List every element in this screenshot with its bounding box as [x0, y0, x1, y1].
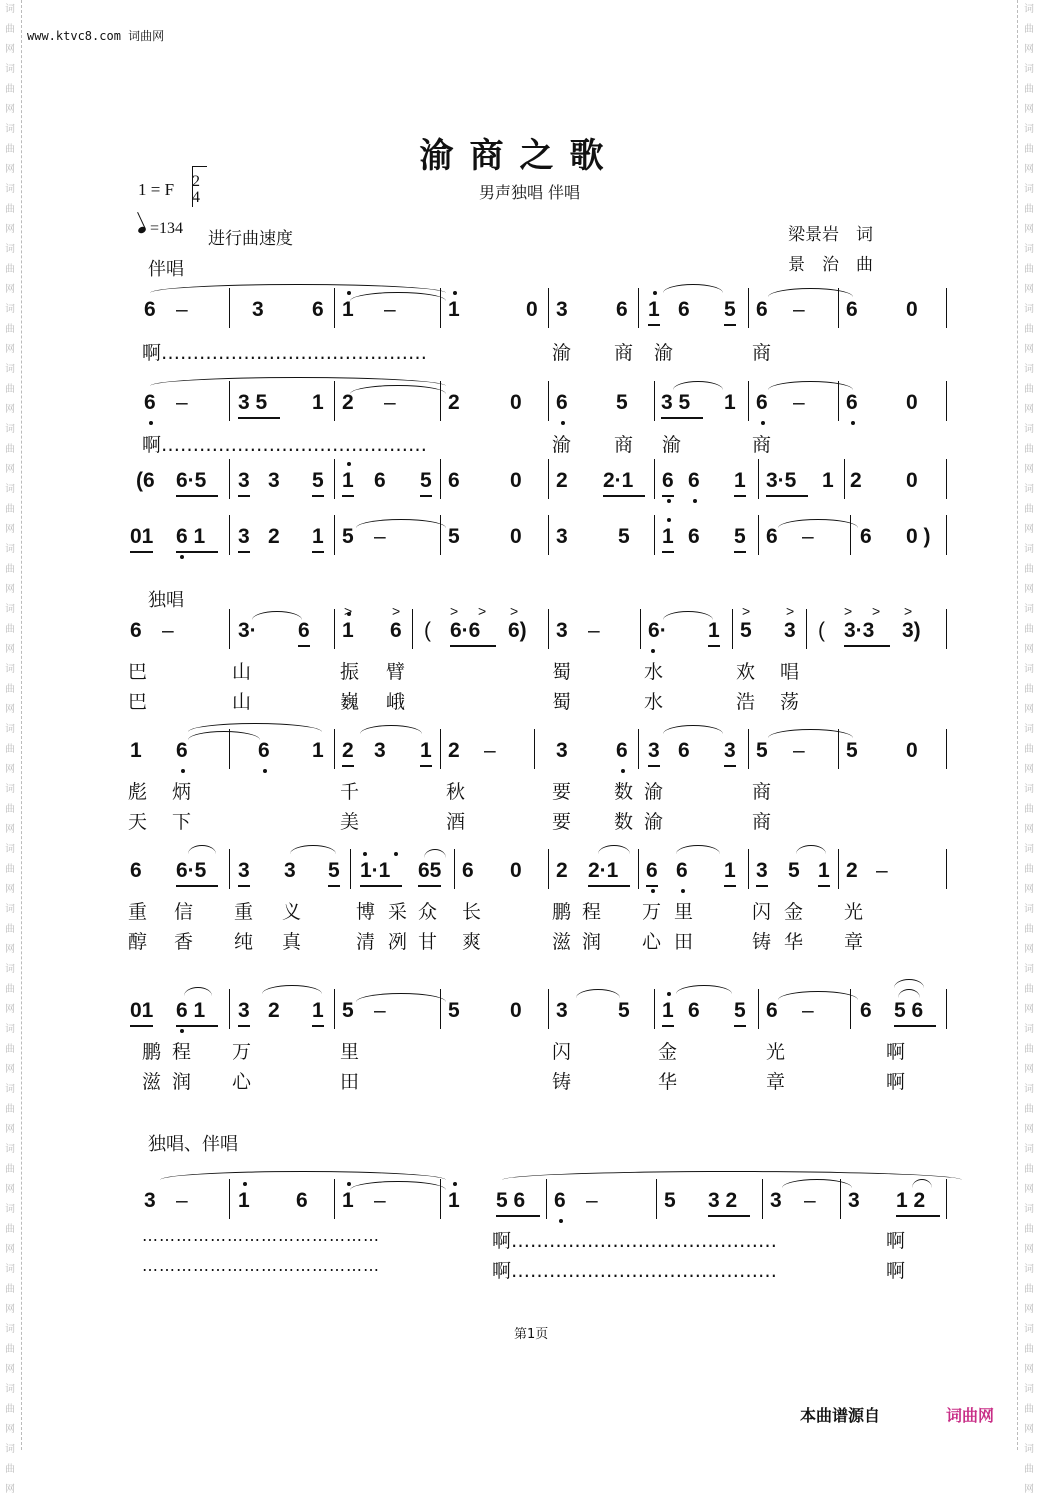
watermark-char: 网: [5, 1244, 15, 1255]
watermark-char: 网: [1024, 764, 1034, 775]
watermark-char: 词: [5, 1384, 15, 1395]
watermark-char: 曲: [1024, 144, 1034, 155]
watermark-char: 词: [5, 424, 15, 435]
watermark-char: 网: [1024, 704, 1034, 715]
watermark-char: 网: [1024, 44, 1034, 55]
watermark-char: 网: [1024, 104, 1034, 115]
watermark-char: 词: [5, 604, 15, 615]
lyrics-system-6-verse-1: 彪 炳 千 秋 要 数 渝 商: [128, 781, 772, 803]
watermark-char: 词: [5, 4, 15, 15]
watermark-char: 曲: [5, 684, 15, 695]
watermark-char: 词: [5, 724, 15, 735]
lyrics-system-6-verse-2: 天 下 美 酒 要 数 渝 商: [128, 811, 772, 833]
watermark-char: 网: [1024, 1124, 1034, 1135]
score-system-1: 6 – 3 6 1 – 1 0 3 6 1 6 5 6 – 6 0: [128, 298, 948, 328]
lyrics-system-7-verse-1: 重 信 重 义 博 采 众 长 鹏 程 万 里 闪 金 光: [128, 901, 864, 923]
watermark-char: 网: [1024, 1424, 1034, 1435]
watermark-char: 词: [1024, 904, 1034, 915]
watermark-char: 网: [5, 1424, 15, 1435]
watermark-char: 词: [5, 484, 15, 495]
watermark-char: 曲: [1024, 1404, 1034, 1415]
watermark-char: 曲: [1024, 1344, 1034, 1355]
song-title: 渝商之歌: [419, 136, 620, 176]
score-system-3: (6 6·5 3 3 5 1 6 5 6 0 2 2·1 6 6 1 3·5 1 2 0: [128, 469, 948, 499]
score-system-4: 01 6 1 3 2 1 5 – 5 0 3 5 1 6 5 6 – 6 0 ): [128, 525, 948, 555]
watermark-char: 网: [5, 104, 15, 115]
lyrics-system-5-verse-1: 巴 山 振 臂 蜀 水 欢 唱: [128, 661, 800, 683]
watermark-char: 词: [1024, 184, 1034, 195]
watermark-char: 网: [1024, 1304, 1034, 1315]
watermark-char: 词: [1024, 1024, 1034, 1035]
watermark-char: 词: [5, 1324, 15, 1335]
time-bottom: 4: [192, 189, 200, 206]
watermark-char: 曲: [1024, 864, 1034, 875]
watermark-char: 词: [1024, 304, 1034, 315]
tempo-marking: [138, 220, 183, 238]
watermark-char: 曲: [5, 744, 15, 755]
watermark-char: 网: [5, 404, 15, 415]
watermark-char: 词: [1024, 124, 1034, 135]
section-label-solo: 独唱: [148, 590, 184, 611]
watermark-char: 词: [5, 844, 15, 855]
watermark-char: 曲: [5, 504, 15, 515]
watermark-char: 网: [5, 644, 15, 655]
watermark-char: 词: [1024, 1084, 1034, 1095]
watermark-char: 曲: [1024, 84, 1034, 95]
watermark-char: 曲: [1024, 1284, 1034, 1295]
watermark-char: 网: [5, 704, 15, 715]
watermark-char: 曲: [5, 384, 15, 395]
tempo-text: 进行曲速度: [208, 229, 293, 249]
watermark-char: 曲: [1024, 384, 1034, 395]
watermark-char: 网: [1024, 884, 1034, 895]
watermark-char: 词: [1024, 844, 1034, 855]
watermark-char: 曲: [1024, 684, 1034, 695]
watermark-char: 曲: [1024, 984, 1034, 995]
watermark-char: 曲: [5, 984, 15, 995]
page-number: 第1页: [514, 1327, 549, 1342]
watermark-char: 词: [5, 1444, 15, 1455]
watermark-char: 曲: [5, 564, 15, 575]
watermark-char: 网: [5, 764, 15, 775]
watermark-char: 网: [1024, 524, 1034, 535]
watermark-char: 曲: [5, 444, 15, 455]
watermark-char: 网: [5, 824, 15, 835]
watermark-char: 网: [5, 1064, 15, 1075]
watermark-char: 词: [1024, 484, 1034, 495]
watermark-char: 曲: [5, 924, 15, 935]
lyrics-system-9-verse-2: …………………………………… 啊…………………………………… 啊: [142, 1256, 906, 1282]
watermark-char: 词: [5, 1024, 15, 1035]
watermark-char: 曲: [5, 1464, 15, 1475]
watermark-char: 网: [5, 344, 15, 355]
watermark-char: 网: [1024, 944, 1034, 955]
watermark-char: 曲: [1024, 744, 1034, 755]
watermark-char: 网: [1024, 1364, 1034, 1375]
watermark-char: 词: [5, 904, 15, 915]
watermark-char: 网: [1024, 464, 1034, 475]
watermark-char: 网: [1024, 584, 1034, 595]
tempo-value: =134: [150, 220, 184, 237]
watermark-char: 曲: [1024, 1464, 1034, 1475]
watermark-char: 词: [1024, 544, 1034, 555]
watermark-char: 网: [5, 44, 15, 55]
score-system-2: 6 – 3 5 1 2 – 2 0 6 5 3 5 1 6 – 6 0: [128, 391, 948, 421]
time-top: 2: [192, 173, 200, 190]
watermark-char: 网: [1024, 644, 1034, 655]
score-system-8: 01 6 1 3 2 1 5 – 5 0 3 5 1 6 5 6 – 6 5 6: [128, 999, 948, 1029]
watermark-char: 网: [5, 944, 15, 955]
lyrics-system-8-verse-2: 滋 润 心 田 铸 华 章 啊: [142, 1071, 906, 1093]
site-header: www.ktvc8.com 词曲网: [27, 29, 165, 43]
watermark-char: 词: [5, 1204, 15, 1215]
watermark-char: 词: [1024, 1324, 1034, 1335]
watermark-char: 词: [1024, 364, 1034, 375]
watermark-char: 曲: [1024, 444, 1034, 455]
score-system-5: 6 – 3· 6 1 > 6 > ( 6·6 > > 6) > 3 – 6 · 1 5 > 3 > ( 3·3 > > 3) >: [128, 619, 948, 649]
lyricist: 梁景岩 词: [788, 225, 873, 245]
watermark-char: 网: [5, 1304, 15, 1315]
lyrics-system-9-verse-1: …………………………………… 啊…………………………………… 啊: [142, 1226, 906, 1252]
lyrics-system-5-verse-2: 巴 山 巍 峨 蜀 水 浩 荡: [128, 691, 800, 713]
watermark-char: 网: [1024, 224, 1034, 235]
watermark-char: 词: [5, 1144, 15, 1155]
watermark-char: 词: [5, 544, 15, 555]
score-system-9: 3 – 1 6 1 – 1 5 6 6 – 5 3 2 3 – 3 1 2: [128, 1189, 948, 1219]
section-label-chorus: 伴唱: [148, 259, 184, 280]
score-system-6: 1 6 6 1 2 3 1 2 – 3 6 3 6 3 5 – 5 0: [128, 739, 948, 769]
lyrics-system-1: 啊…………………………………… 渝 商 渝 商: [142, 342, 772, 364]
watermark-char: 网: [5, 1124, 15, 1135]
watermark-char: 曲: [1024, 1104, 1034, 1115]
watermark-char: 词: [1024, 244, 1034, 255]
watermark-char: 词: [5, 304, 15, 315]
watermark-char: 曲: [1024, 24, 1034, 35]
source-brand-link[interactable]: 词曲网: [946, 1406, 995, 1425]
watermark-char: 曲: [1024, 264, 1034, 275]
watermark-char: 词: [5, 364, 15, 375]
watermark-char: 网: [1024, 284, 1034, 295]
watermark-char: 词: [5, 124, 15, 135]
composer: 景 治 曲: [788, 255, 873, 275]
watermark-char: 网: [1024, 1064, 1034, 1075]
left-watermark-gutter: [0, 0, 20, 1495]
watermark-char: 词: [1024, 1444, 1034, 1455]
watermark-char: 曲: [5, 1044, 15, 1055]
watermark-char: 曲: [5, 804, 15, 815]
watermark-char: 网: [5, 524, 15, 535]
watermark-char: 曲: [1024, 1164, 1034, 1175]
watermark-char: 曲: [1024, 624, 1034, 635]
watermark-char: 曲: [5, 24, 15, 35]
watermark-char: 词: [5, 184, 15, 195]
watermark-char: 词: [1024, 724, 1034, 735]
watermark-char: 曲: [1024, 1224, 1034, 1235]
watermark-char: 网: [1024, 824, 1034, 835]
watermark-char: 词: [5, 964, 15, 975]
quarter-note-icon: [137, 226, 147, 235]
watermark-char: 网: [1024, 404, 1034, 415]
lyrics-system-8-verse-1: 鹏 程 万 里 闪 金 光 啊: [142, 1041, 906, 1063]
song-subtitle: 男声独唱 伴唱: [478, 183, 581, 202]
watermark-char: 曲: [5, 624, 15, 635]
watermark-char: 网: [5, 224, 15, 235]
watermark-char: 曲: [5, 324, 15, 335]
score-system-7: 6 6·5 3 3 5 1·1 65 6 0 2 2·1 6 6 1 3 5 1 2 –: [128, 859, 948, 889]
watermark-char: 网: [1024, 1004, 1034, 1015]
watermark-char: 网: [5, 1184, 15, 1195]
watermark-char: 词: [1024, 1264, 1034, 1275]
watermark-char: 网: [1024, 1184, 1034, 1195]
watermark-char: 词: [1024, 4, 1034, 15]
watermark-char: 网: [5, 1004, 15, 1015]
watermark-char: 曲: [1024, 504, 1034, 515]
watermark-char: 曲: [1024, 324, 1034, 335]
right-watermark-gutter: [1019, 0, 1039, 1495]
lyrics-system-7-verse-2: 醇 香 纯 真 清 冽 甘 爽 滋 润 心 田 铸 华 章: [128, 931, 864, 953]
watermark-char: 词: [1024, 604, 1034, 615]
watermark-char: 曲: [5, 1404, 15, 1415]
watermark-char: 曲: [5, 264, 15, 275]
watermark-char: 词: [1024, 64, 1034, 75]
watermark-char: 词: [5, 1084, 15, 1095]
watermark-char: 网: [5, 1364, 15, 1375]
watermark-char: 曲: [5, 1164, 15, 1175]
watermark-char: 曲: [1024, 1044, 1034, 1055]
section-label-tutti: 独唱、伴唱: [148, 1134, 238, 1155]
watermark-char: 曲: [5, 864, 15, 875]
watermark-char: 曲: [5, 1344, 15, 1355]
lyrics-system-2: 啊…………………………………… 渝 商 渝 商: [142, 434, 772, 456]
watermark-char: 网: [5, 584, 15, 595]
watermark-char: 曲: [1024, 204, 1034, 215]
watermark-char: 网: [1024, 164, 1034, 175]
watermark-char: 曲: [5, 84, 15, 95]
watermark-char: 词: [1024, 1144, 1034, 1155]
watermark-char: 词: [1024, 424, 1034, 435]
watermark-char: 网: [1024, 1484, 1034, 1495]
watermark-char: 词: [1024, 964, 1034, 975]
watermark-char: 网: [1024, 344, 1034, 355]
watermark-char: 曲: [1024, 924, 1034, 935]
watermark-char: 网: [5, 464, 15, 475]
watermark-char: 网: [5, 884, 15, 895]
watermark-char: 词: [5, 664, 15, 675]
watermark-char: 曲: [1024, 804, 1034, 815]
watermark-char: 曲: [5, 1104, 15, 1115]
watermark-char: 词: [5, 784, 15, 795]
watermark-char: 曲: [5, 1224, 15, 1235]
watermark-char: 网: [5, 284, 15, 295]
source-label: 本曲谱源自: [800, 1406, 881, 1425]
watermark-char: 曲: [1024, 564, 1034, 575]
time-signature: [192, 174, 200, 206]
watermark-char: 网: [1024, 1244, 1034, 1255]
watermark-char: 词: [5, 244, 15, 255]
left-margin-line: [21, 0, 22, 1450]
watermark-char: 词: [1024, 664, 1034, 675]
watermark-char: 词: [5, 64, 15, 75]
watermark-char: 词: [1024, 1384, 1034, 1395]
watermark-char: 词: [5, 1264, 15, 1275]
watermark-char: 网: [5, 1484, 15, 1495]
watermark-char: 曲: [5, 204, 15, 215]
watermark-char: 词: [1024, 1204, 1034, 1215]
right-margin-line: [1017, 0, 1018, 1450]
watermark-char: 曲: [5, 144, 15, 155]
watermark-char: 网: [5, 164, 15, 175]
watermark-char: 词: [1024, 784, 1034, 795]
watermark-char: 曲: [5, 1284, 15, 1295]
key-signature: 1 = F: [138, 180, 175, 199]
